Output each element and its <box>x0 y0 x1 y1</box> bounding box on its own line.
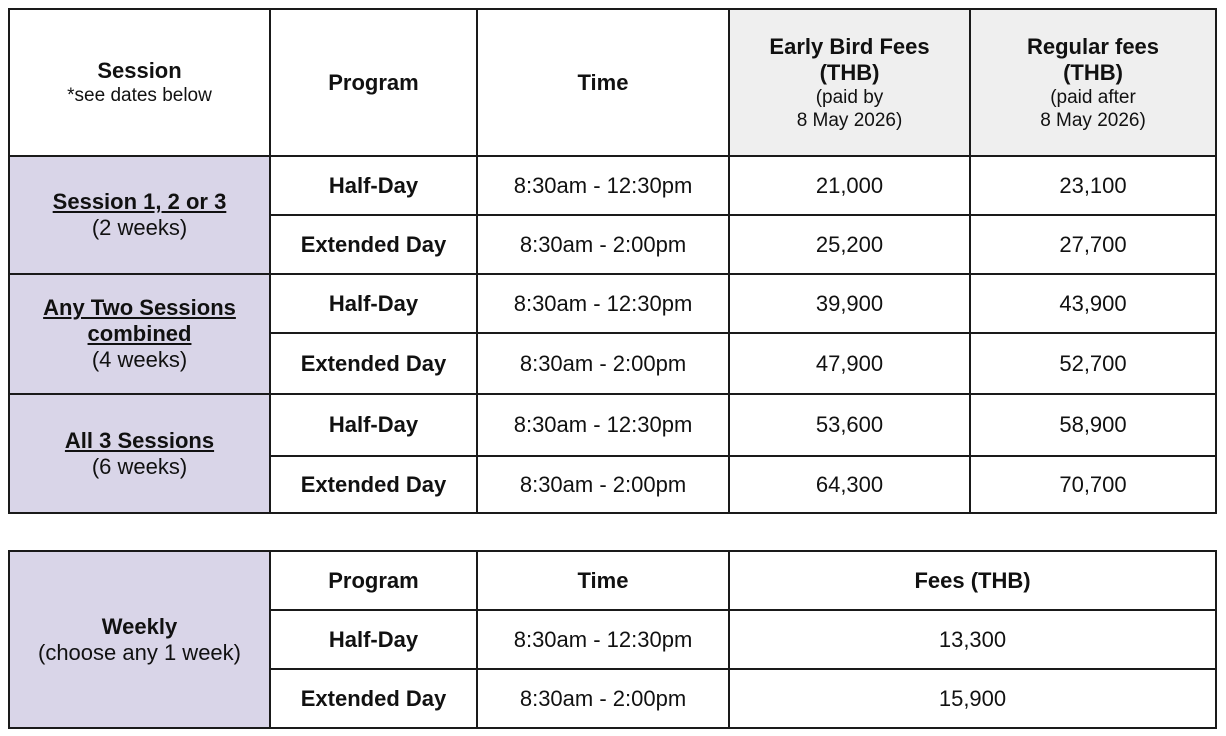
time-cell: 8:30am - 2:00pm <box>477 456 729 513</box>
session-group-cell <box>9 274 270 394</box>
program-cell: Half-Day <box>270 610 477 669</box>
early-fee-cell: 64,300 <box>729 456 970 513</box>
session-group-duration: (2 weeks) <box>91 215 188 240</box>
session-group-title: Session 1, 2 or 3 <box>52 189 227 214</box>
header-regular-label: Regular fees <box>1026 33 1160 59</box>
regular-fee-cell: 23,100 <box>970 156 1216 215</box>
session-fees-table <box>8 8 1217 514</box>
header-early-bird-note-1: (paid by <box>815 86 884 108</box>
regular-fee-cell: 52,700 <box>970 333 1216 394</box>
program-cell: Extended Day <box>270 456 477 513</box>
program-cell: Half-Day <box>270 274 477 333</box>
time-cell: 8:30am - 2:00pm <box>477 215 729 274</box>
header-regular <box>970 9 1216 156</box>
header-early-bird-currency: (THB) <box>819 59 880 85</box>
session-group-duration: (4 weeks) <box>91 347 188 372</box>
header-row <box>9 551 1216 610</box>
early-fee-cell: 47,900 <box>729 333 970 394</box>
early-fee-cell: 21,000 <box>729 156 970 215</box>
header-program: Program <box>270 9 477 156</box>
header-time: Time <box>477 551 729 610</box>
fee-cell: 15,900 <box>729 669 1216 728</box>
regular-fee-cell: 58,900 <box>970 394 1216 456</box>
program-cell: Extended Day <box>270 669 477 728</box>
early-fee-cell: 39,900 <box>729 274 970 333</box>
header-time: Time <box>477 9 729 156</box>
session-group-duration: (6 weeks) <box>91 453 188 479</box>
early-fee-cell: 53,600 <box>729 394 970 456</box>
regular-fee-cell: 70,700 <box>970 456 1216 513</box>
program-cell: Half-Day <box>270 394 477 456</box>
header-row <box>9 9 1216 156</box>
session-group-cell <box>9 156 270 274</box>
time-cell: 8:30am - 12:30pm <box>477 274 729 333</box>
session-group-title-2: combined <box>87 321 192 346</box>
header-program: Program <box>270 551 477 610</box>
header-early-bird-note-2: 8 May 2026) <box>796 109 903 131</box>
header-early-bird <box>729 9 970 156</box>
header-early-bird-label: Early Bird Fees <box>769 33 930 59</box>
weekly-title: Weekly <box>101 613 178 639</box>
header-regular-note-1: (paid after <box>1050 86 1136 108</box>
program-cell: Extended Day <box>270 215 477 274</box>
header-session <box>9 9 270 156</box>
session-group-title: All 3 Sessions <box>64 427 215 453</box>
header-regular-note-2: 8 May 2026) <box>1040 109 1146 131</box>
time-cell: 8:30am - 12:30pm <box>477 156 729 215</box>
program-cell: Half-Day <box>270 156 477 215</box>
header-regular-currency: (THB) <box>1063 59 1123 85</box>
fee-cell: 13,300 <box>729 610 1216 669</box>
weekly-cell <box>9 551 270 728</box>
header-session-label: Session <box>97 58 182 83</box>
table-row <box>9 274 1216 333</box>
regular-fee-cell: 43,900 <box>970 274 1216 333</box>
header-session-note: *see dates below <box>67 85 212 106</box>
early-fee-cell: 25,200 <box>729 215 970 274</box>
weekly-fees-table <box>8 550 1217 729</box>
weekly-subtitle: (choose any 1 week) <box>38 639 241 665</box>
session-group-cell <box>9 394 270 513</box>
session-group-title: Any Two Sessions <box>43 295 236 320</box>
time-cell: 8:30am - 2:00pm <box>477 669 729 728</box>
header-fees: Fees (THB) <box>729 551 1216 610</box>
time-cell: 8:30am - 12:30pm <box>477 394 729 456</box>
time-cell: 8:30am - 2:00pm <box>477 333 729 394</box>
table-row <box>9 394 1216 456</box>
regular-fee-cell: 27,700 <box>970 215 1216 274</box>
time-cell: 8:30am - 12:30pm <box>477 610 729 669</box>
program-cell: Extended Day <box>270 333 477 394</box>
table-row <box>9 156 1216 215</box>
